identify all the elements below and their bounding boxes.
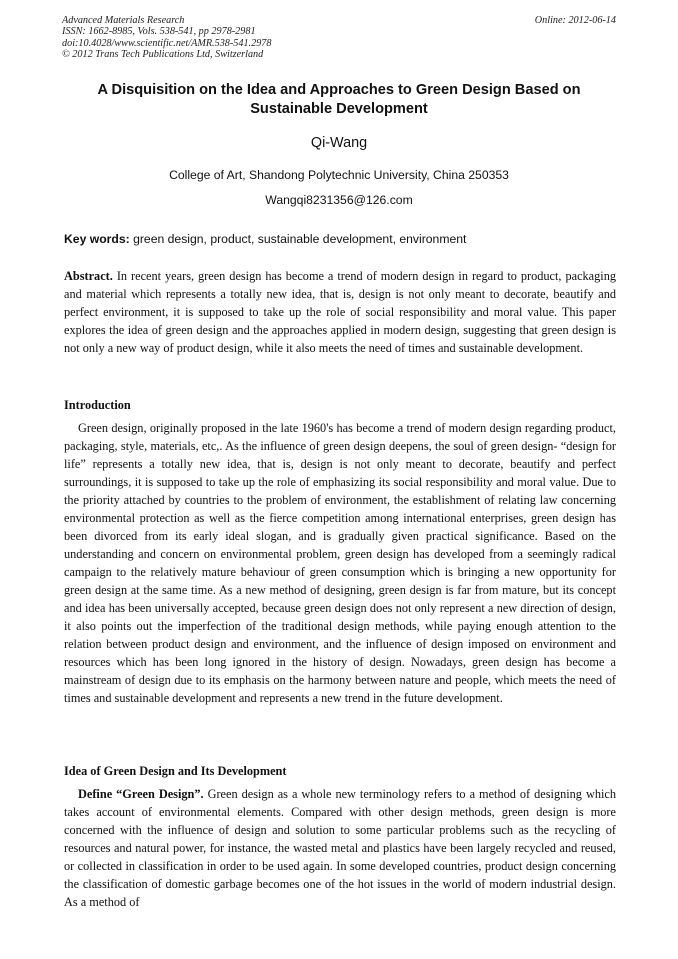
- introduction-paragraph: Green design, originally proposed in the late 1960's has become a trend of modern design regarding product, packaging, style, materials, etc,. As the influence of green design deepens, the soul of green design- “design for life” represents a totally new idea, that is, design is not only meant to decorate, beautify and perfect surroundings, it is supposed to take up the role of emphasizing its social responsibility and moral value. Due to the priority attached by countries to the problem of environment, the establishment of relating law concerning environmental protection as well as the fierce competition among international enterprises, green design has been divorced from its early ideal slogan, and is gradually given practical significance. Based on the understanding and concern on environmental problem, green design has developed from a seemingly radical campaign to the relatively mature behaviour of green consumption which is bringing a new opportunity for green design at the same time. As a new method of designing, green design is far from mature, but its concept and idea has been universally accepted, because green design does not only represent a new direction of design, it also points out the imperfection of the traditional design methods, while paying enough attention to the relation between product design and environment, and the influence of design imposed on environment and resources which has been long ignored in the history of design. Nowadays, green design has become a mainstream of design due to its emphasis on the harmony between nature and people, which meets the need of times and sustainable development and represents a new trend in the future development.: [64, 421, 616, 705]
- author-name: Qi-Wang: [310, 135, 368, 151]
- define-label: Define “Green Design”.: [78, 787, 204, 801]
- keywords-text: green design, product, sustainable development, environment: [129, 232, 467, 246]
- abstract: [64, 267, 616, 357]
- paper-title: A Disquisition on the Idea and Approaches to Green Design Based on Sustainable Development: [97, 82, 581, 117]
- define-green-design-paragraph: [64, 785, 616, 911]
- author-email: Wangqi8231356@126.com: [265, 193, 413, 207]
- introduction-heading: Introduction: [64, 398, 131, 412]
- issn-line: ISSN: 1662-8985, Vols. 538-541, pp 2978-2981: [62, 26, 256, 38]
- journal-header: [62, 15, 616, 60]
- online-date: Online: 2012-06-14: [534, 15, 616, 26]
- affiliation: College of Art, Shandong Polytechnic University, China 250353: [169, 168, 509, 182]
- doi-line: doi:10.4028/www.scientific.net/AMR.538-541.2978: [62, 37, 272, 49]
- idea-section-heading: Idea of Green Design and Its Development: [64, 764, 287, 778]
- keywords-label: Key words:: [64, 232, 130, 246]
- abstract-text: In recent years, green design has become a trend of modern design in regard to product, packaging and material which represents a totally new idea, that is, design is not only meant to decorate, beautify and perfect environment, it is supposed to take up the role of social responsibility and moral value. This paper explores the idea of green design and the approaches applied in modern design, suggesting that green design is not only a new way of product design, while it also meets the need of times and sustainable development.: [64, 269, 616, 355]
- abstract-label: Abstract.: [64, 269, 113, 283]
- keywords: [64, 232, 616, 247]
- journal-name: Advanced Materials Research: [62, 15, 185, 26]
- copyright-line: © 2012 Trans Tech Publications Ltd, Switzerland: [62, 48, 264, 60]
- define-text: Green design as a whole new terminology refers to a method of designing which takes account of environmental elements. Compared with other design methods, green design is more concerned with the influence of design and solution to some particular problems such as the recycling of resources and natural power, for instance, the wasted metal and plastics have been largely recycled and reused, or collected in classification in order to be used again. In some developed countries, product design concerning the classification of domestic garbage becomes one of the hot issues in the world of modern industrial design. As a method of: [64, 787, 616, 909]
